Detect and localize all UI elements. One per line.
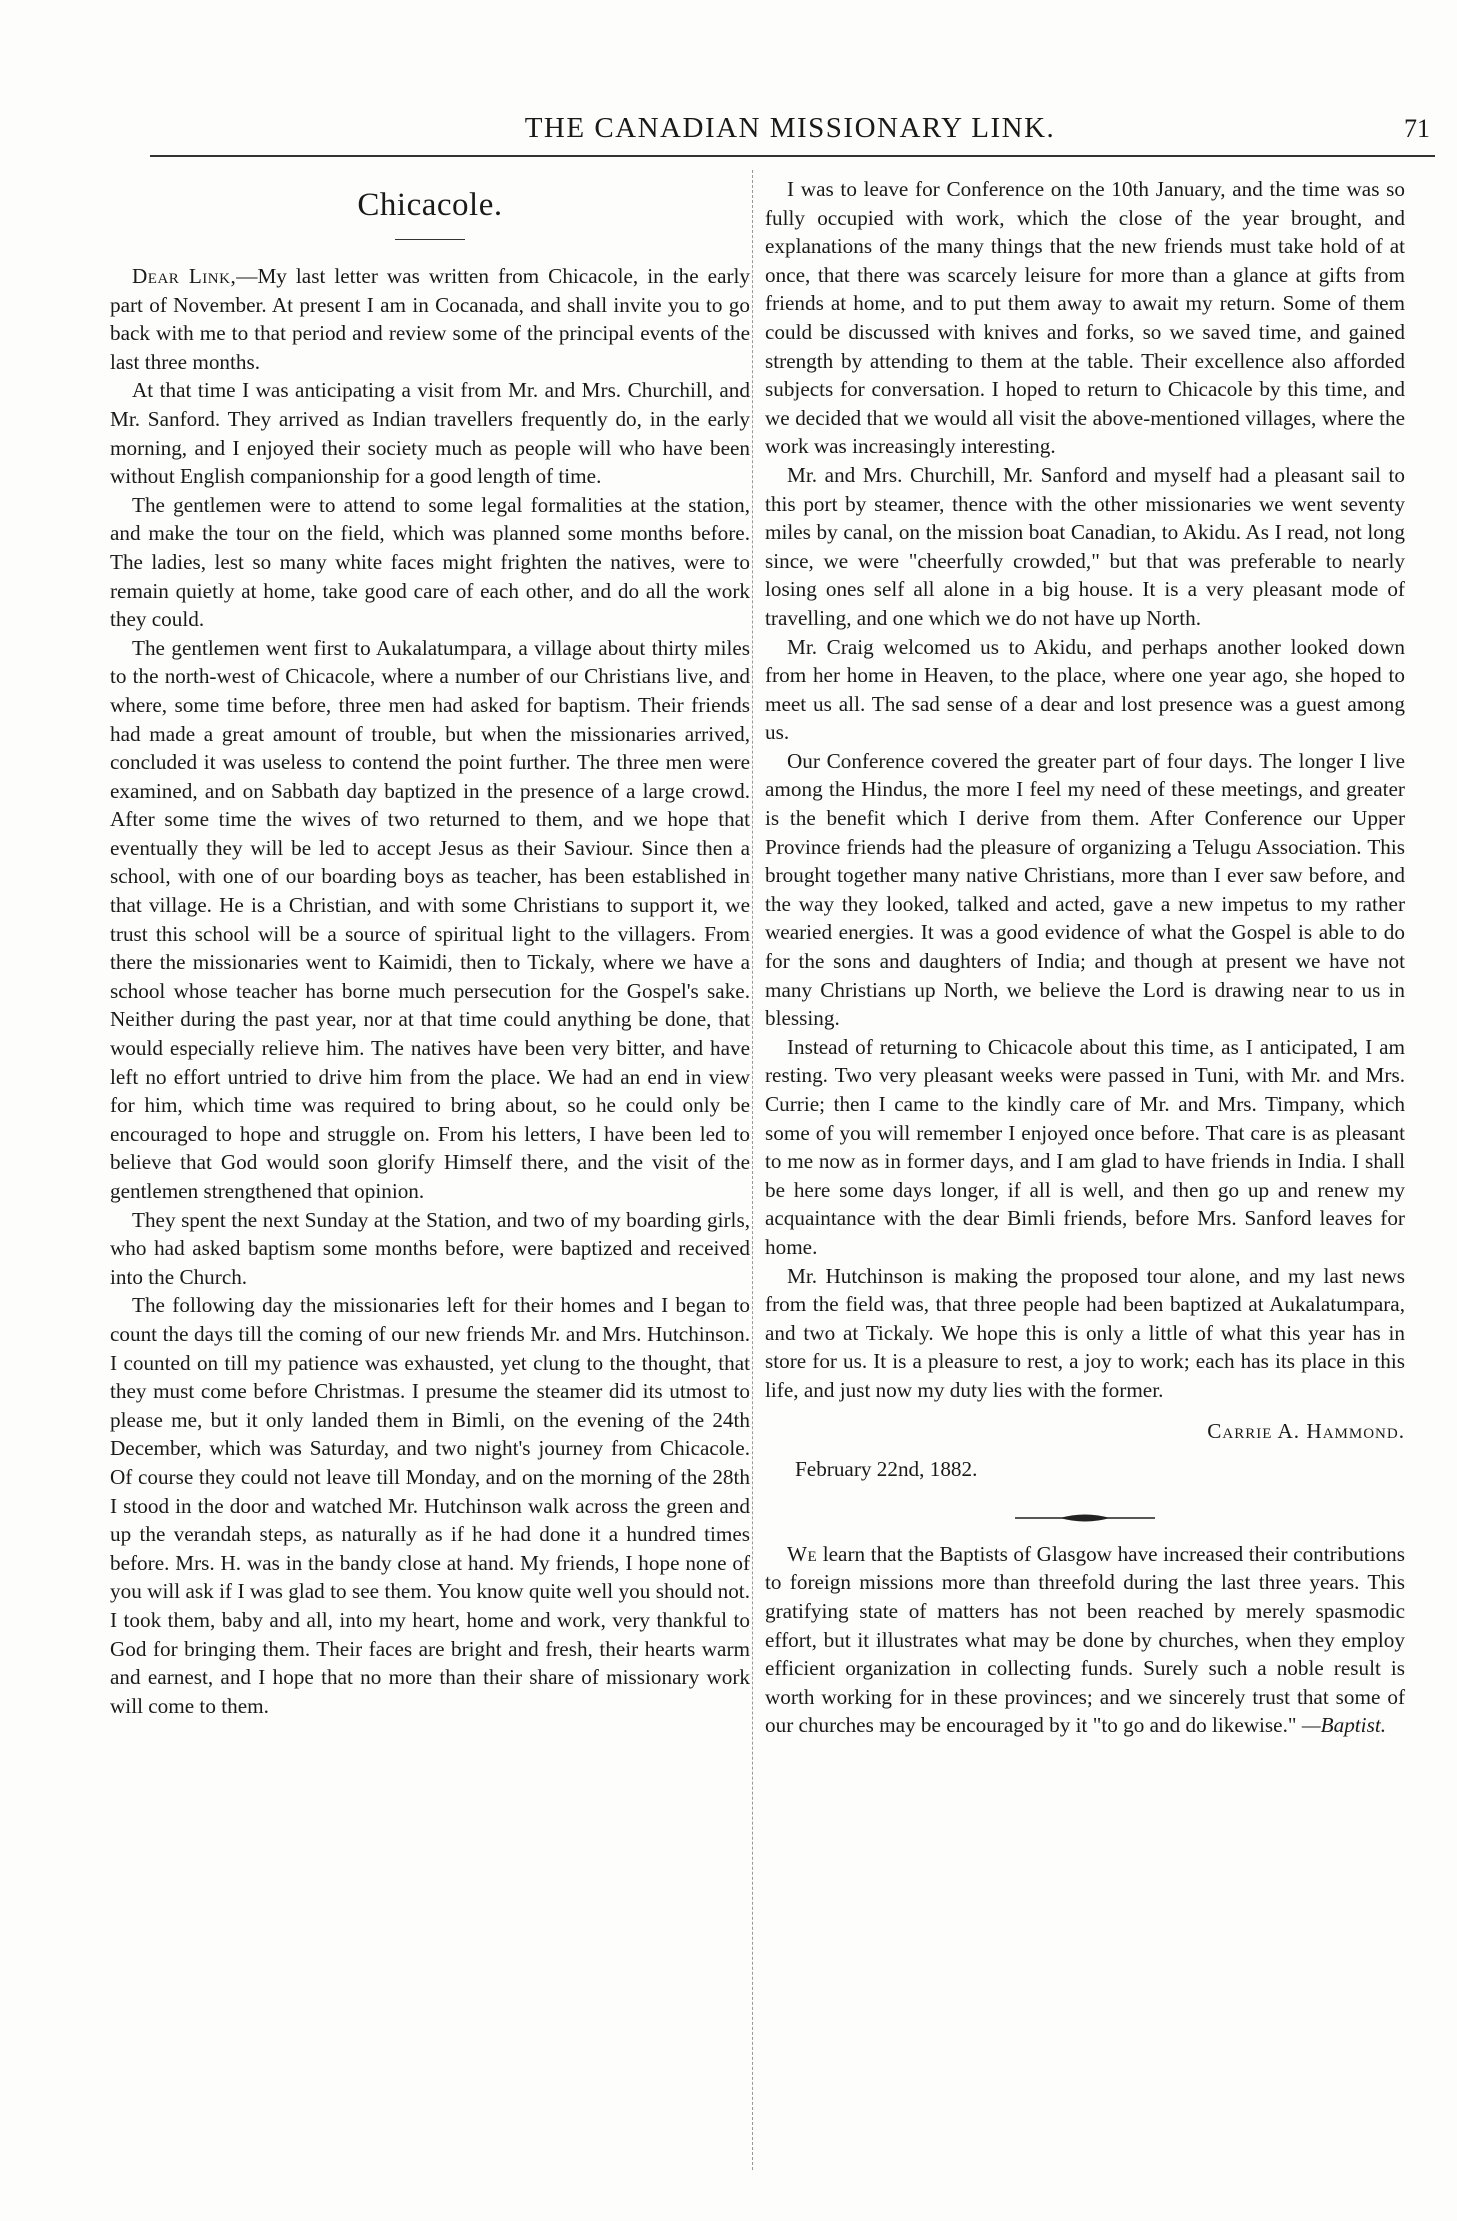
header-rule [150,155,1435,157]
article-paragraph: The gentlemen went first to Aukalatumpara, a village about thirty miles to the north-west of Chicacole, where a number of our Christians live, and where, some time before, three men had asked for baptism. Their friends had made a great amount of trouble, but when the missionaries arrived, concluded it was useless to contend the point further. The three men were examined, and on Sabbath day baptized in the presence of a large crowd. After some time the wives of two returned to them, and we hope that eventually they will be led to accept Jesus as their Saviour. Since then a school, with one of our boarding boys as teacher, has been established in that village. He is a Christian, and with some Christians to support it, we trust this school will be a source of spiritual light to the villagers. From there the missionaries went to Kaimidi, then to Tickaly, where we have a school whose teacher has borne much persecution for the Gospel's sake. Neither during the past year, nor at that time could anything be done, that would especially relieve him. The natives have been very bitter, and have left no effort untried to drive him from the place. We had an end in view for him, which time was required to bring about, so he could only be encouraged to hope and struggle on. From his letters, I have been led to believe that God would soon glorify Himself there, and the visit of the gentlemen strengthened that opinion. [110,635,750,1203]
article-paragraph: At that time I was anticipating a visit from Mr. and Mrs. Churchill, and Mr. Sanford. They arrived as Indian travellers frequently do, in the early morning, and I enjoyed their society much as people will who have been without English companionship for a good length of time. [110,378,750,489]
article-paragraph: Instead of returning to Chicacole about this time, as I anticipated, I am resting. Two very pleasant weeks were passed in Tuni, with Mr. and Mrs. Currie; then I came to the kindly care of Mr. and Mrs. Timpany, which some of you will remember I enjoyed once before. That care is as pleasant to me now as in former days, and I am glad to have friends in India. I shall be here some days longer, if all is well, and then go up and renew my acquaintance with the dear Bimli friends, before Mrs. Sanford leaves for home. [765,1034,1405,1259]
article-paragraph: I was to leave for Conference on the 10th January, and the time was so fully occupied with work, which the close of the year brought, and explanations of the many things that the new friends must take hold of at once, that there was scarcely leisure for more than a glance at gifts from friends at home, and to put them away to await my return. Some of them could be discussed with knives and forks, so we saved time, and gained strength by attending to them at the table. Their excellence also afforded subjects for conversation. I hoped to return to Chicacole by this time, and we decided that we would all visit the above-mentioned villages, where the work was increasingly interesting. [765,177,1405,459]
right-column [765,175,1405,1740]
article-paragraph: Mr. Craig welcomed us to Akidu, and perhaps another looked down from her home in Heaven, to the place, where one year ago, she hoped to meet us all. The sad sense of a dear and lost presence was a guest among us. [765,634,1405,745]
article-paragraph: They spent the next Sunday at the Station, and two of my boarding girls, who had asked baptism some months before, were baptized and received into the Church. [110,1207,750,1289]
dateline: February 22nd, 1882. [795,1457,978,1482]
article-paragraph: The gentlemen were to attend to some legal formalities at the station, and make the tour on the field, which was planned some months before. The ladies, lest so many white faces might frighten the natives, were to remain quietly at home, take good care of each other, and do all the work they could. [110,492,750,632]
article-paragraph [110,262,750,376]
page-number: 71 [1404,114,1430,143]
author-signature: Carrie A. Hammond. [1207,1418,1405,1443]
page-header [150,112,1430,152]
article-paragraph: Mr. Hutchinson is making the proposed tour alone, and my last news from the field was, that three people had been baptized at Aukalatumpara, and two at Tickaly. We hope this is only a little of what this year has in store for us. It is a pleasure to rest, a joy to work; each has its place in this life, and just now my duty lies with the former. [765,1263,1405,1402]
article-title: Chicacole. [357,187,503,223]
article-paragraph: The following day the missionaries left for their homes and I began to count the days till the coming of our new friends Mr. and Mrs. Hutchinson. I counted on till my patience was exhausted, yet clung to the thought, that they must come before Christmas. I presume the steamer did its utmost to please me, but it only landed them in Bimli, on the evening of the 24th December, which was Saturday, and two night's journey from Chicacole. Of course they could not leave till Monday, and on the morning of the 28th I stood in the door and watched Mr. Hutchinson walk across the green and up the verandah steps, as naturally as if he had done it a hundred times before. Mrs. H. was in the bandy close at hand. My friends, I hope none of you will ask if I was glad to see them. You know quite well you should not. I took them, baby and all, into my heart, home and work, very thankful to God for bringing them. Their faces are bright and fresh, their hearts warm and earnest, and I hope that no more than their share of missionary work will come to them. [110,1293,750,1718]
paragraph-text: —My last letter was written from Chicacole, in the early part of November. At present I am in Cocanada, and shall invite you to go back with me to that period and review some of the principal events of the last three months. [110,264,751,374]
title-rule [395,239,465,240]
ornament-rule-icon [1015,1511,1155,1525]
note-lead: We [787,1541,818,1566]
note-source: —Baptist. [1301,1713,1386,1738]
news-note [765,1540,1405,1740]
column-divider [752,170,753,2170]
note-text: learn that the Baptists of Glasgow have increased their contributions to foreign missions more than threefold during the last three years. This gratifying state of matters has not been reached by merely spasmodic effort, but it illustrates what may be done by churches, when they employ efficient organization in collecting funds. Surely such a noble result is worth working for in these provinces; and we sincerely trust that some of our churches may be encouraged by it "to go and do likewise." [765,1541,1405,1738]
salutation: Dear Link, [132,264,237,288]
article-paragraph: Our Conference covered the greater part of four days. The longer I live among the Hindus, the more I feel my need of these meetings, and greater is the benefit which I derive from them. After Conference our Upper Province friends had the pleasure of organizing a Telugu Association. This brought together many native Christians, more than I ever saw before, and the way they looked, talked and acted, gave a new impetus to my rather wearied energies. It was a good evidence of what the Gospel is able to do for the sons and daughters of India; and though at present we have not many Christians up North, we believe the Lord is drawing near to us in blessing. [765,748,1405,1031]
publication-title: THE CANADIAN MISSIONARY LINK. [524,112,1056,144]
article-paragraph: Mr. and Mrs. Churchill, Mr. Sanford and myself had a pleasant sail to this port by steamer, thence with the other missionaries we went seventy miles by canal, on the mission boat Canadian, to Akidu. As I read, not long since, we were "cheerfully crowded," but that was preferable to nearly losing ones self all alone in a big house. It is a very pleasant mode of travelling, and one which we do not have up North. [765,462,1405,630]
left-column [110,175,750,1720]
section-ornament [765,1504,1405,1518]
